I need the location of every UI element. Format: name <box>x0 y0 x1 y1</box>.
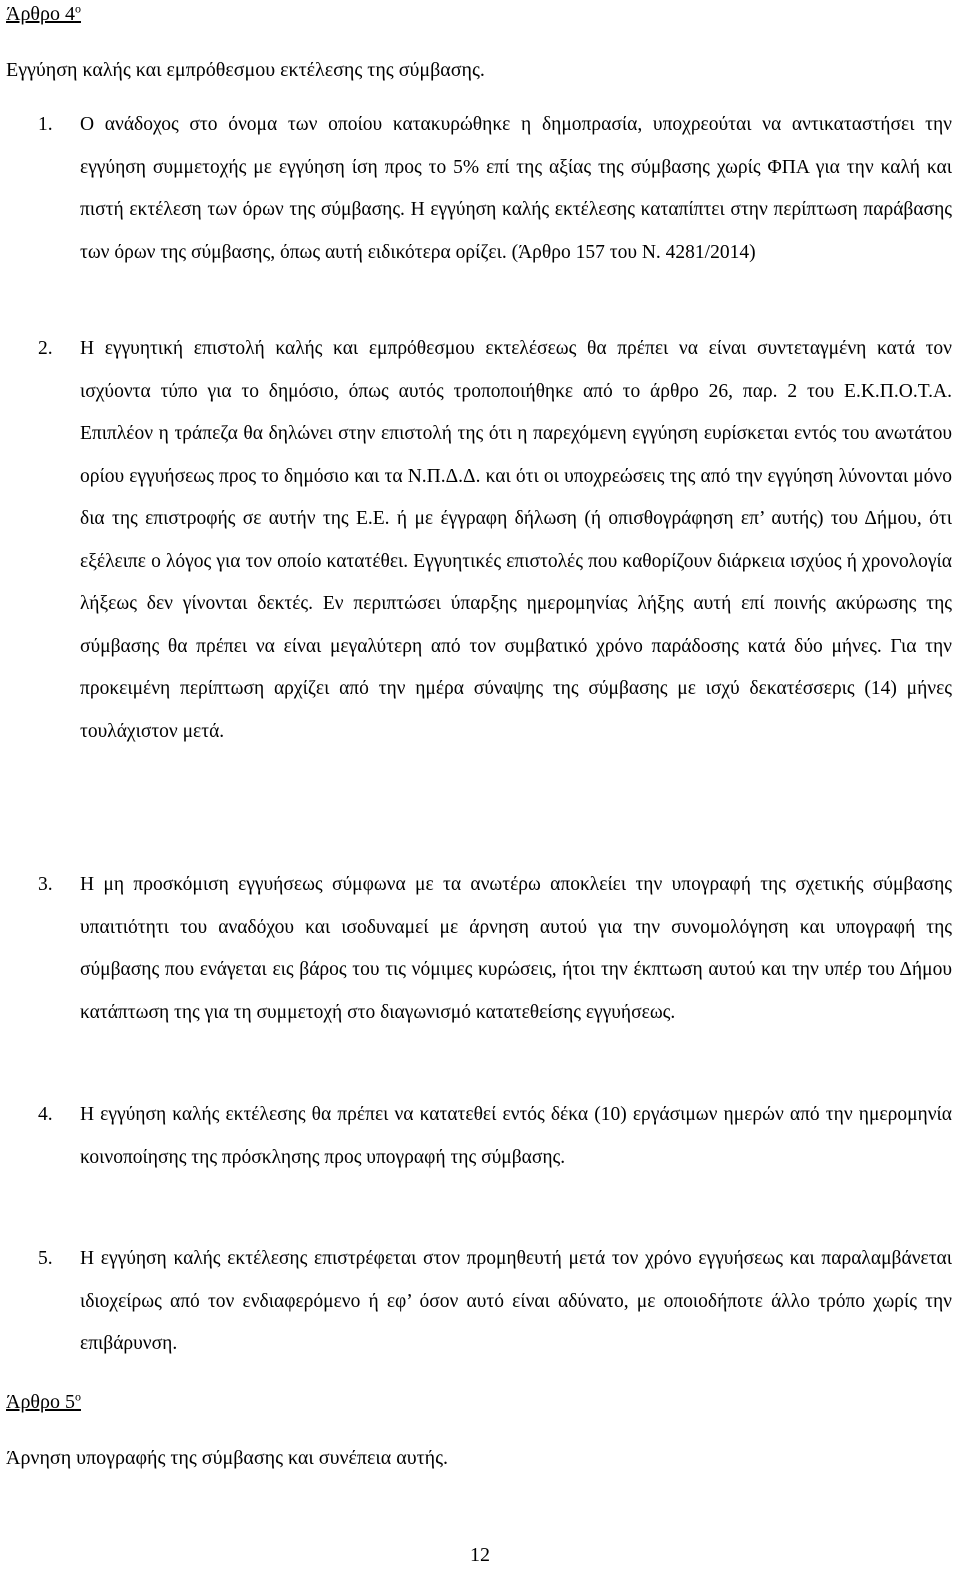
list-item-2 <box>38 328 952 753</box>
list-item-number: 5. <box>38 1248 53 1269</box>
page-number: 12 <box>470 1544 490 1566</box>
list-item-text: Ο ανάδοχος στο όνομα των οποίου κατακυρώθηκε η δημοπρασία, υποχρεούται να αντικαταστήσει την εγγύηση συμμετοχής με εγγύηση ίση προς το 5% επί της αξίας της σύμβασης χωρίς ΦΠΑ για την καλή και πιστή εκτέλεση των όρων της σύμβασης. Η εγγύηση καλής εκτέλεσης καταπίπτει στην περίπτωση παράβασης των όρων της σύμβασης, όπως αυτή ειδικότερα ορίζει. (Άρθρο 157 του Ν. 4281/2014) <box>80 114 952 263</box>
list-item-number: 4. <box>38 1104 53 1125</box>
article-5-heading-text: Άρθρο 5 <box>6 1391 75 1413</box>
list-item-1 <box>38 104 952 274</box>
list-item-number: 1. <box>38 114 53 135</box>
list-item-text: Η εγγυητική επιστολή καλής και εμπρόθεσμου εκτελέσεως θα πρέπει να είναι συντεταγμένη κατά τον ισχύοντα τύπο για το δημόσιο, όπως αυτός τροποποιήθηκε από το άρθρο 26, παρ. 2 του Ε.Κ.Π.Ο.Τ.Α. Επιπλέον η τράπεζα θα δηλώνει στην επιστολή της ότι η παρεχόμενη εγγύηση ευρίσκεται εντός του ανωτάτου ορίου εγγυήσεως προς το δημόσιο και τα Ν.Π.Δ.Δ. και ότι οι υποχρεώσεις της από την εγγύηση λύνονται μόνο δια της επιστροφής σε αυτήν της Ε.Ε. ή με έγγραφη δήλωση (ή οπισθογράφηση επ’ αυτής) του Δήμου, ότι εξέλειπε ο λόγος για τον οποίο κατατέθει. Εγγυητικές επιστολές που καθορίζουν διάρκεια ισχύος ή χρονολογία λήξεως δεν γίνονται δεκτές. Εν περιπτώσει ύπαρξης ημερομηνίας λήξης αυτή επί ποινής ακύρωσης της σύμβασης θα πρέπει να είναι μεγαλύτερη από τον συμβατικό χρόνο παράδοσης κατά δύο μήνες. Για την προκειμένη περίπτωση αρχίζει από την ημέρα σύναψης της σύμβασης με ισχύ δεκατέσσερις (14) μήνες τουλάχιστον μετά. <box>80 338 952 742</box>
list-item-text: Η μη προσκόμιση εγγυήσεως σύμφωνα με τα ανωτέρω αποκλείει την υπογραφή της σχετικής σύμβασης υπαιτιότητι του αναδόχου και ισοδυναμεί με άρνηση αυτού για την συνομολόγηση και υπογραφή της σύμβασης που ενάγεται εις βάρος του τις νόμιμες κυρώσεις, ήτοι την έκπτωση αυτού και την υπέρ του Δήμου κατάπτωση της για τη συμμετοχή στο διαγωνισμό κατατεθείσης εγγυήσεως. <box>80 874 952 1023</box>
list-item-3 <box>38 864 952 1034</box>
article-4-subtitle: Εγγύηση καλής και εμπρόθεσμου εκτέλεσης της σύμβασης. <box>6 59 485 81</box>
article-4-heading-text: Άρθρο 4 <box>6 3 75 25</box>
article-5-subtitle: Άρνηση υπογραφής της σύμβασης και συνέπεια αυτής. <box>6 1447 449 1469</box>
article-5-heading <box>6 1390 81 1414</box>
list-item-number: 3. <box>38 874 53 895</box>
article-4-heading <box>6 2 81 26</box>
article-5-heading-superscript: ο <box>74 1389 81 1404</box>
list-item-text: Η εγγύηση καλής εκτέλεσης επιστρέφεται στον προμηθευτή μετά τον χρόνο εγγυήσεως και παραλαμβάνεται ιδιοχείρως από τον ενδιαφερόμενο ή εφ’ όσον αυτό είναι αδύνατο, με οποιοδήποτε άλλο τρόπο χωρίς την επιβάρυνση. <box>80 1248 952 1354</box>
list-item-4 <box>38 1094 952 1179</box>
article-4-heading-superscript: ο <box>74 1 81 16</box>
list-item-number: 2. <box>38 338 53 359</box>
list-item-5 <box>38 1238 952 1366</box>
list-item-text: Η εγγύηση καλής εκτέλεσης θα πρέπει να κατατεθεί εντός δέκα (10) εργάσιμων ημερών από την ημερομηνία κοινοποίησης της πρόσκλησης προς υπογραφή της σύμβασης. <box>80 1104 952 1168</box>
